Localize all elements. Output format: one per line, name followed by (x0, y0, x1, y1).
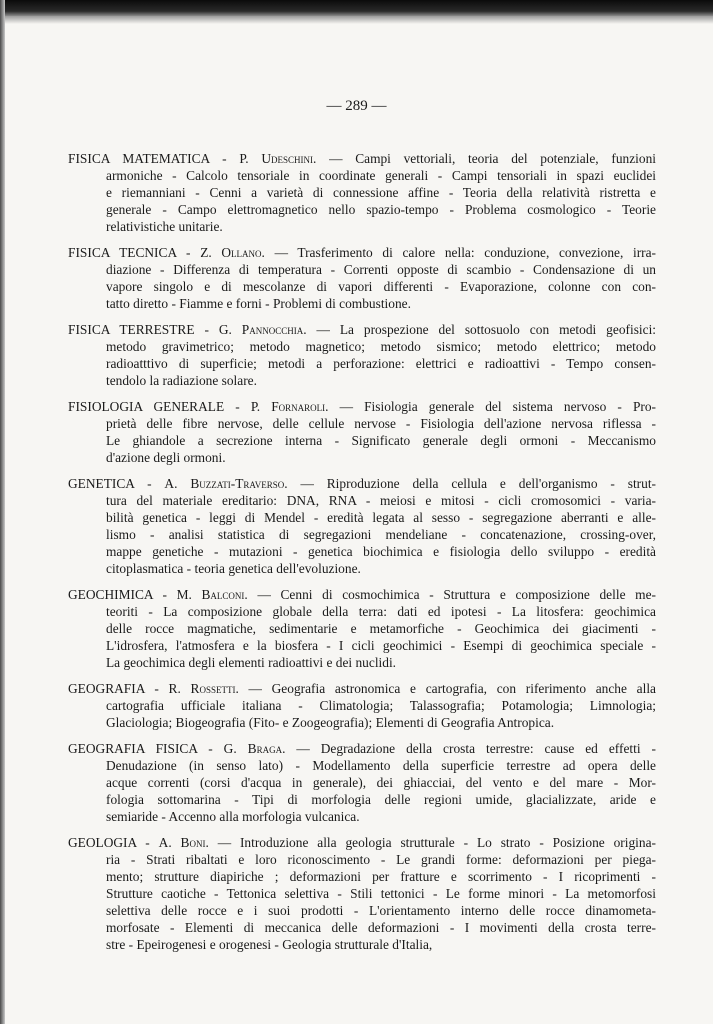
entry-line: Glaciologia; Biogeografia (Fito- e Zoogeografia); Elementi di Geografia Antropica. (106, 715, 555, 730)
course-subject: GEOGRAFIA (68, 681, 145, 696)
entry-line: vapore singolo e di mescolanze di vapori differenti - Evaporazione, colonne con con- (106, 279, 656, 294)
entry-line: acque correnti (corsi d'acqua in generale), dei ghiacciai, del vento e del mare - Mor- (106, 775, 656, 790)
entry-line: lismo - analisi statistica di segregazioni mendeliane - concatenazione, crossing-over, (106, 527, 656, 542)
course-subject: FISIOLOGIA GENERALE (68, 399, 225, 414)
course-entry (68, 586, 656, 671)
course-entry (68, 398, 656, 466)
entry-line: delle rocce magmatiche, sedimentarie e metamorfiche - Geochimica dei giacimenti - (106, 621, 656, 636)
course-author: Z. Ollano. (200, 245, 265, 260)
entry-first-line: GEOGRAFIA FISICA - G. Braga. — Degradazione della crosta terrestre: cause ed effetti - (68, 741, 656, 756)
course-subject: GEOLOGIA (68, 835, 137, 850)
course-description-start: — Geografia astronomica e cartografia, con riferimento anche alla (248, 681, 656, 696)
entry-line: semiaride - Accenno alla morfologia vulcanica. (106, 809, 360, 824)
course-author: P. Fornaroli. (250, 399, 329, 414)
entry-line: ria - Strati ribaltati e loro riconoscimento - Le grandi forme: deformazioni per piega- (106, 852, 656, 867)
entry-line: Strutture caotiche - Tettonica selettiva - Stili tettonici - Le forme minori - La metomorfosi (106, 886, 656, 901)
entry-first-line: GEOCHIMICA - M. Balconi. — Cenni di cosmochimica - Struttura e composizione delle me- (68, 587, 656, 602)
course-entry (68, 321, 656, 389)
course-subject: FISICA TERRESTRE (68, 322, 195, 337)
page-number: — 289 — (326, 98, 387, 114)
course-author: M. Balconi. (176, 587, 248, 602)
entry-line: metodo gravimetrico; metodo magnetico; metodo sismico; metodo elettrico; metodo (106, 339, 656, 354)
entry-first-line: FISICA TERRESTRE - G. Pannocchia. — La prospezione del sottosuolo con metodi geofisici: (68, 322, 657, 337)
entry-line: e riemanniani - Cenni a varietà di connessione affine - Teoria della relatività ristretta e (106, 185, 656, 200)
entry-first-line: GENETICA - A. Buzzati-Traverso. — Riproduzione della cellula e dell'organismo - strut- (68, 476, 657, 491)
scan-top-border (0, 0, 713, 16)
entry-line: d'azione degli ormoni. (106, 450, 226, 465)
course-description-start: — Cenni di cosmochimica - Struttura e composizione delle me- (257, 587, 656, 602)
course-list (68, 150, 656, 962)
course-description-start: — La prospezione del sottosuolo con metodi geofisici: (316, 322, 657, 337)
entry-first-line: FISICA MATEMATICA - P. Udeschini. — Campi vettoriali, teoria del potenziale, funzioni (68, 151, 656, 166)
entry-line: armoniche - Calcolo tensoriale in coordinate generali - Campi tensoriali in spazi euclidei (106, 168, 656, 183)
entry-line: tatto diretto - Fiamme e forni - Problemi di combustione. (106, 296, 411, 311)
course-subject: GENETICA (68, 476, 135, 491)
entry-line: cartografia ufficiale italiana - Climatologia; Talassografia; Potamologia; Limnologia; (106, 698, 656, 713)
entry-line: Denudazione (in senso lato) - Modellamento della superficie terrestre ad opera delle (106, 758, 656, 773)
course-subject: FISICA MATEMATICA (68, 151, 210, 166)
entry-line: generale - Campo elettromagnetico nello spazio-tempo - Problema cosmologico - Teorie (106, 202, 656, 217)
entry-line: L'idrosfera, l'atmosfera e la biosfera - I cicli geochimici - Esempi di geochimica speciale - (106, 638, 656, 653)
entry-line: diazione - Differenza di temperatura - Correnti opposte di scambio - Condensazione di un (106, 262, 656, 277)
entry-line: fologia sottomarina - Tipi di morfologia delle regioni umide, glacializzate, aride e (106, 792, 656, 807)
course-subject: GEOCHIMICA (68, 587, 153, 602)
course-entry (68, 244, 656, 312)
entry-line: Le ghiandole a secrezione interna - Significato generale degli ormoni - Meccanismo (106, 433, 656, 448)
entry-line: tendolo la radiazione solare. (106, 373, 257, 388)
entry-line: morfosate - Elementi di meccanica delle deformazioni - I movimenti della crosta terre- (106, 920, 656, 935)
course-entry (68, 740, 656, 825)
entry-line: tura del materiale ereditario: DNA, RNA - meiosi e mitosi - cicli cromosomici - varia- (106, 493, 656, 508)
entry-line: relativistiche unitarie. (106, 219, 223, 234)
scan-left-border (0, 0, 5, 1024)
course-author: G. Pannocchia. (218, 322, 307, 337)
entry-line: mento; strutture diapiriche ; deformazioni per fratture e scorrimento - I ricoprimenti - (106, 869, 656, 884)
entry-first-line: FISIOLOGIA GENERALE - P. Fornaroli. — Fisiologia generale del sistema nervoso - Pro- (68, 399, 656, 414)
entry-line: stre - Epeirogenesi e orogenesi - Geologia strutturale d'Italia, (106, 937, 433, 952)
course-description-start: — Campi vettoriali, teoria del potenziale, funzioni (329, 151, 656, 166)
entry-first-line: GEOGRAFIA - R. Rossetti. — Geografia astronomica e cartografia, con riferimento anche alla (68, 681, 656, 696)
course-entry (68, 680, 656, 731)
course-subject: FISICA TECNICA (68, 245, 177, 260)
entry-line: bilità genetica - leggi di Mendel - eredità legata al sesso - segregazione aberranti e alle- (106, 510, 656, 525)
entry-first-line: GEOLOGIA - A. Boni. — Introduzione alla geologia strutturale - Lo strato - Posizione origina- (68, 835, 656, 850)
entry-line: teoriti - La composizione globale della terra: dati ed ipotesi - La litosfera: geochimica (106, 604, 656, 619)
scan-top-shadow (0, 16, 713, 24)
course-entry (68, 475, 656, 577)
entry-line: prietà delle fibre nervose, delle cellule nervose - Fisiologia dell'azione nervosa riflessa - (106, 416, 656, 431)
course-entry (68, 834, 656, 953)
course-author: A. Buzzati-Traverso. (164, 476, 288, 491)
entry-line: citoplasmatica - teoria genetica dell'evoluzione. (106, 561, 361, 576)
course-author: A. Boni. (158, 835, 209, 850)
course-description-start: — Fisiologia generale del sistema nervoso - Pro- (339, 399, 656, 414)
entry-line: selettiva delle rocce e i suoi prodotti - L'orientamento interno delle rocce dinamometa- (106, 903, 656, 918)
entry-line: radioatttivo di superficie; metodi a perforazione: elettrici e radioattivi - Tempo consen- (106, 356, 656, 371)
course-description-start: — Riproduzione della cellula e dell'organismo - strut- (300, 476, 657, 491)
course-author: P. Udeschini. (239, 151, 317, 166)
entry-line: mappe genetiche - mutazioni - genetica biochimica e fisiologia dello sviluppo - eredità (106, 544, 656, 559)
course-description-start: — Introduzione alla geologia strutturale - Lo strato - Posizione origina- (217, 835, 656, 850)
course-entry (68, 150, 656, 235)
entry-line: La geochimica degli elementi radioattivi e dei nuclidi. (106, 655, 397, 670)
course-author: R. Rossetti. (168, 681, 239, 696)
course-description-start: — Degradazione della crosta terrestre: cause ed effetti - (296, 741, 656, 756)
course-author: G. Braga. (223, 741, 286, 756)
course-subject: GEOGRAFIA FISICA (68, 741, 198, 756)
course-description-start: — Trasferimento di calore nella: conduzione, convezione, irra- (274, 245, 657, 260)
entry-first-line: FISICA TECNICA - Z. Ollano. — Trasferimento di calore nella: conduzione, convezione, irra- (68, 245, 657, 260)
